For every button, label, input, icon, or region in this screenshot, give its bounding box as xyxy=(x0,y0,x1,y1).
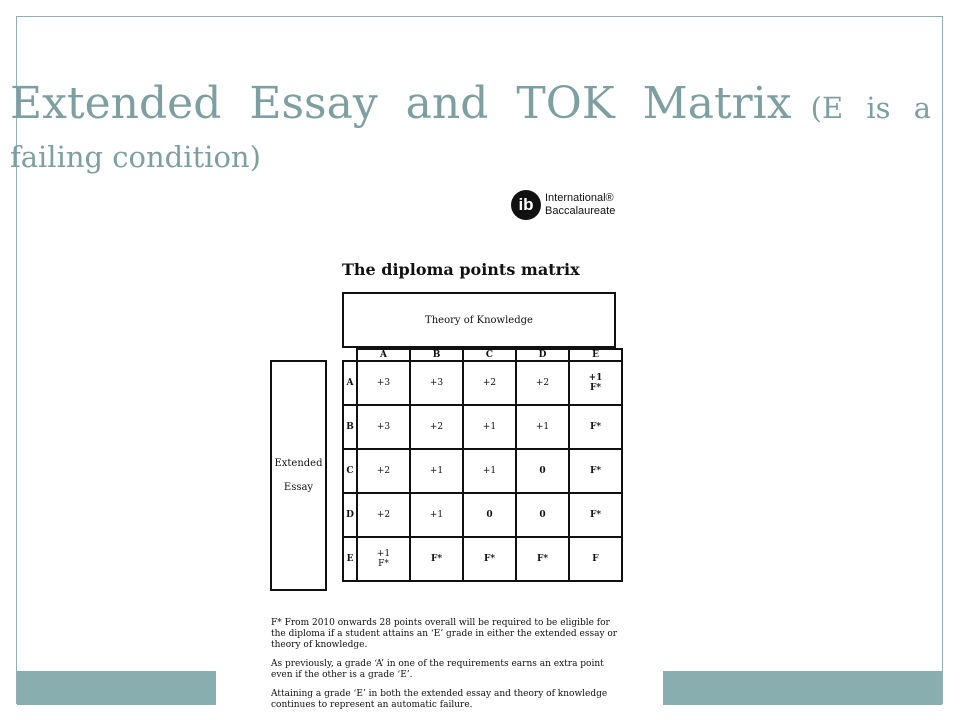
matrix-cell: +2 xyxy=(516,361,569,405)
column-header: D xyxy=(516,349,569,361)
matrix-cell: 0 xyxy=(516,449,569,493)
matrix-cell: +1 F* xyxy=(569,361,622,405)
matrix-cell: F* xyxy=(463,537,516,581)
matrix-cell: +1 xyxy=(410,449,463,493)
row-grade-label: A xyxy=(343,361,357,405)
ib-logo xyxy=(511,190,615,220)
matrix-row xyxy=(343,405,622,449)
matrix-cell: +2 xyxy=(410,405,463,449)
matrix-cell: 0 xyxy=(463,493,516,537)
matrix-cell: F* xyxy=(569,405,622,449)
ib-logo-line1: International® xyxy=(545,192,614,204)
matrix-column-headers xyxy=(343,349,622,361)
matrix-row xyxy=(343,361,622,405)
note-paragraph: As previously, a grade ‘A’ in one of the requirements earns an extra point even if the other is a grade ‘E’. xyxy=(271,659,604,680)
matrix-cell: +3 xyxy=(357,405,410,449)
column-header: A xyxy=(357,349,410,361)
matrix-cell: 0 xyxy=(516,493,569,537)
matrix-cell: F* xyxy=(569,449,622,493)
ib-logo-mark: ib xyxy=(511,190,541,220)
matrix-cell: +2 xyxy=(463,361,516,405)
ib-logo-text xyxy=(545,192,615,218)
matrix-cell: +2 xyxy=(357,449,410,493)
footer-bar-left xyxy=(17,671,216,705)
row-grade-label: E xyxy=(343,537,357,581)
row-grade-label: D xyxy=(343,493,357,537)
tok-label: Theory of Knowledge xyxy=(425,314,533,326)
matrix-cell: F* xyxy=(410,537,463,581)
column-header: E xyxy=(569,349,622,361)
slide-title xyxy=(10,78,931,184)
matrix-heading: The diploma points matrix xyxy=(342,260,580,279)
slide-title-main: Extended Essay and TOK Matrix xyxy=(10,78,792,129)
matrix-cell: +2 xyxy=(357,493,410,537)
column-header: C xyxy=(463,349,516,361)
matrix-cell: +1 xyxy=(410,493,463,537)
matrix-cell: +1 F* xyxy=(357,537,410,581)
matrix-cell: F xyxy=(569,537,622,581)
extended-essay-label-box xyxy=(270,360,327,591)
ee-label-line2: Essay xyxy=(283,481,314,493)
row-grade-label: B xyxy=(343,405,357,449)
points-matrix-table xyxy=(342,348,623,582)
matrix-row xyxy=(343,537,622,581)
matrix-cell: +1 xyxy=(463,449,516,493)
note-paragraph: F* From 2010 onwards 28 points overall will be required to be eligible for the diploma if a student attains an ‘E’ grade in either the extended essay or theory of knowledge. xyxy=(271,618,618,650)
column-header: B xyxy=(410,349,463,361)
matrix-document-image xyxy=(216,176,663,720)
ib-logo-line2: Baccalaureate xyxy=(545,205,616,217)
slide-title-sub: (E is a failing condition) xyxy=(10,91,931,174)
matrix-row xyxy=(343,493,622,537)
row-grade-label: C xyxy=(343,449,357,493)
matrix-row xyxy=(343,449,622,493)
footer-bar-right xyxy=(663,671,942,705)
matrix-cell: F* xyxy=(516,537,569,581)
matrix-cell: +1 xyxy=(516,405,569,449)
matrix-cell: +1 xyxy=(463,405,516,449)
tok-header xyxy=(342,292,616,348)
ee-label-line1: Extended xyxy=(274,457,323,469)
note-paragraph: Attaining a grade ‘E’ in both the extended essay and theory of knowledge continues to represent an automatic failure. xyxy=(271,689,608,710)
matrix-cell: +3 xyxy=(410,361,463,405)
matrix-cell: +3 xyxy=(357,361,410,405)
matrix-notes xyxy=(271,618,626,719)
matrix-cell: F* xyxy=(569,493,622,537)
matrix-corner xyxy=(343,349,357,361)
